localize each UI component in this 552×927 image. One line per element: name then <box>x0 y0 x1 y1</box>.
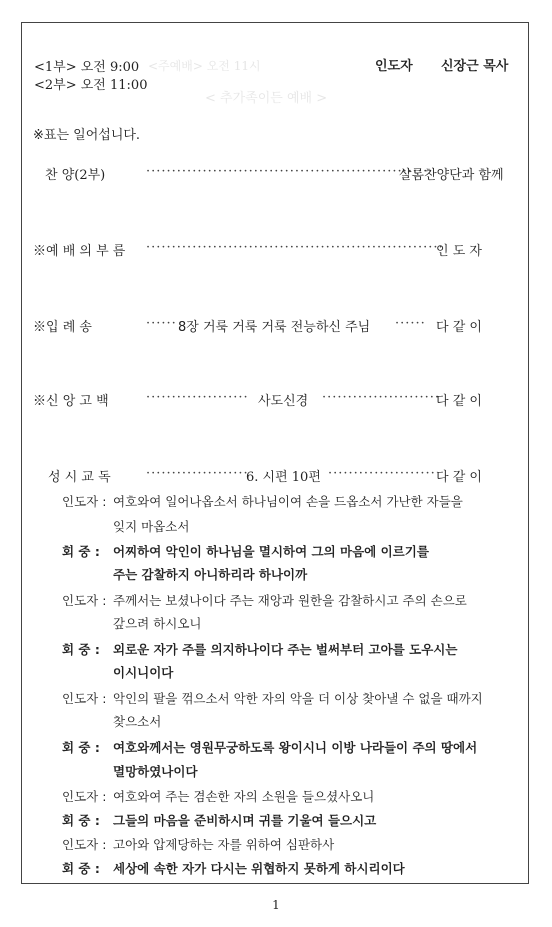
litany-line: 주께서는 보셨나이다 주는 재앙과 원한을 감찰하시고 주의 손으로 <box>113 593 467 608</box>
order-label-hymn: 찬 양(2부) <box>45 168 106 183</box>
litany-line: 그들의 마음을 준비하시며 귀를 기울여 들으시고 <box>113 813 377 828</box>
leader-dots: ···················· <box>146 390 249 405</box>
order-right-creed: 다 같 이 <box>436 394 482 409</box>
leader-dots: ························································ <box>146 164 434 179</box>
standing-note: ※표는 일어섭니다. <box>33 128 141 143</box>
order-middle-creed: 사도신경 <box>258 394 309 409</box>
leader-dots: ····················· <box>328 466 436 481</box>
litany-line: 악인의 팔을 꺾으소서 악한 자의 악을 더 이상 찾아낼 수 없을 때까지 <box>113 691 483 706</box>
page-number: 1 <box>272 898 280 912</box>
litany-speaker: 인도자 : <box>62 789 107 804</box>
order-right-call: 인 도 자 <box>436 244 482 259</box>
order-right-hymn: 살롬찬양단과 함께 <box>399 168 504 183</box>
litany-line: 잊지 마옵소서 <box>113 519 190 534</box>
litany-line: 찾으소서 <box>113 714 162 729</box>
litany-speaker: 인도자 : <box>62 593 107 608</box>
litany-line: 이시니이다 <box>113 665 174 680</box>
litany-line: 고아와 압제당하는 자를 위하여 심판하사 <box>113 837 335 852</box>
litany-line: 외로운 자가 주를 의지하나이다 주는 벌써부터 고아를 도우시는 <box>113 642 458 657</box>
order-right-psalm: 다 같 이 <box>436 470 482 485</box>
order-label-psalm: 성 시 교 독 <box>48 470 111 485</box>
litany-line: 멸망하였나이다 <box>113 764 198 779</box>
ghost-time: <주예배> 오전 11시 <box>148 59 261 73</box>
leader-dots: ······················· <box>322 390 441 405</box>
leader-dots: ···················· <box>146 466 249 481</box>
service-time-2: <2부> 오전 11:00 <box>34 78 148 93</box>
litany-speaker: 인도자 : <box>62 494 107 509</box>
litany-speaker: 회 중 : <box>62 642 100 657</box>
order-middle-entrance: 8장 거룩 거룩 거룩 전능하신 주님 <box>178 320 371 335</box>
order-right-entrance: 다 같 이 <box>436 320 482 335</box>
order-label-entrance: ※입 례 송 <box>33 320 92 335</box>
litany-speaker: 인도자 : <box>62 691 107 706</box>
litany-line: 여호와여 일어나옵소서 하나님이여 손을 드옵소서 가난한 자들을 <box>113 494 463 509</box>
order-label-creed: ※신 앙 고 백 <box>33 394 109 409</box>
litany-speaker: 회 중 : <box>62 740 100 755</box>
litany-line: 갚으려 하시오니 <box>113 616 202 631</box>
leader-dots: ······ <box>395 316 426 331</box>
litany-line: 여호와께서는 영원무궁하도록 왕이시니 이방 나라들이 주의 땅에서 <box>113 740 478 755</box>
leader-dots: ·························································· <box>146 240 444 255</box>
order-middle-psalm: 6. 시편 10편 <box>246 470 321 485</box>
leader-label: 인도자 <box>375 59 413 74</box>
litany-line: 주는 감찰하지 아니하리라 하나이까 <box>113 567 308 582</box>
ghost-title: < 추가족이든 예배 > <box>205 91 328 106</box>
litany-speaker: 인도자 : <box>62 837 107 852</box>
service-time-1: <1부> 오전 9:00 <box>34 60 140 75</box>
litany-line: 어찌하여 악인이 하나님을 멸시하여 그의 마음에 이르기를 <box>113 544 429 559</box>
leader-dots: ······ <box>146 316 177 331</box>
litany-speaker: 회 중 : <box>62 861 100 876</box>
litany-line: 세상에 속한 자가 다시는 위협하지 못하게 하시리이다 <box>113 861 405 876</box>
leader-name: 신장근 목사 <box>441 59 509 74</box>
litany-speaker: 회 중 : <box>62 544 100 559</box>
litany-line: 여호와여 주는 겸손한 자의 소원을 들으셨사오니 <box>113 789 375 804</box>
order-label-call: ※예 배 의 부 름 <box>33 244 126 259</box>
litany-speaker: 회 중 : <box>62 813 100 828</box>
